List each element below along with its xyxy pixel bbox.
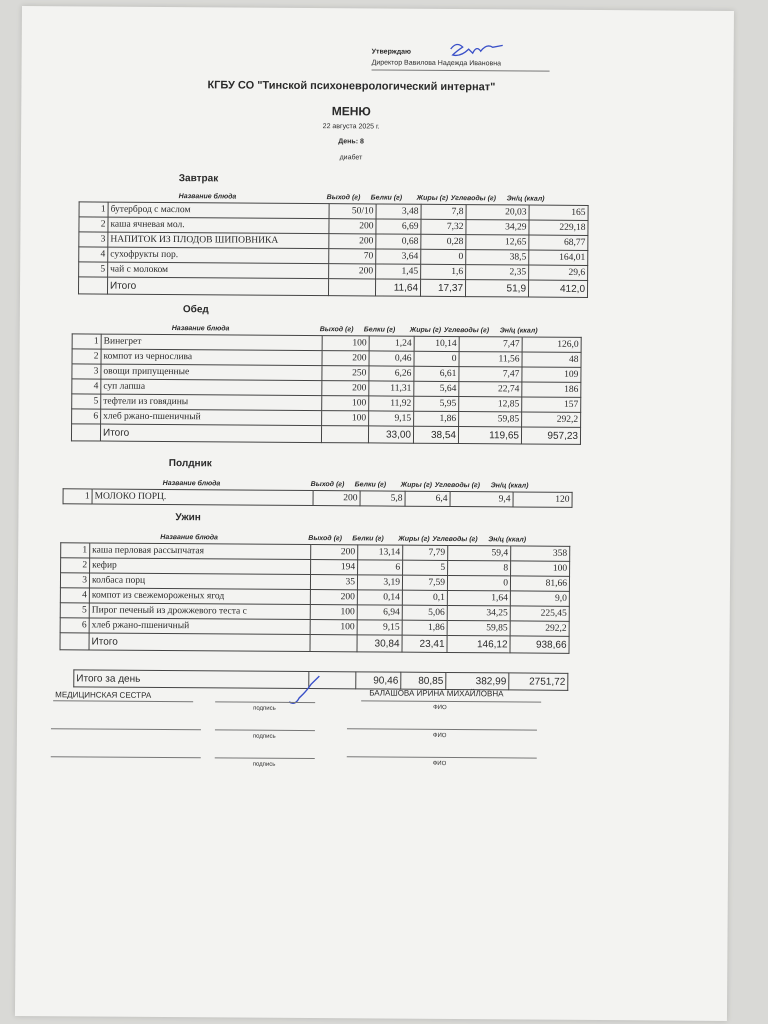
cell-f: 0 [414, 351, 459, 366]
cell-name: сухофрукты пор. [108, 247, 329, 264]
cell-n: 3 [79, 232, 108, 247]
signature-line [53, 700, 193, 702]
cell-c: 59,4 [448, 545, 511, 560]
nurse-title: МЕДИЦИНСКАЯ СЕСТРА [55, 690, 152, 700]
cell-name: компот из чернослива [101, 349, 322, 366]
cell-p: 3,48 [376, 204, 421, 219]
cell-n: 4 [72, 379, 101, 394]
signature-line [51, 756, 201, 758]
cell-e: 186 [522, 382, 581, 397]
cell-c: 0 [447, 575, 510, 590]
cell-blank [321, 426, 368, 443]
org-name: КГБУ СО "Тинской психоневрологический интернат" [207, 79, 496, 94]
cell-p: 9,15 [357, 620, 402, 635]
column-header-energy: Эн/ц (ккал) [488, 536, 527, 544]
cell-p: 11,92 [369, 396, 414, 411]
sign-caption: подпись [252, 733, 276, 740]
cell-p: 0,46 [369, 351, 414, 366]
cell-out: 194 [311, 560, 358, 575]
section-title: Полдник [168, 458, 212, 470]
cell-e: 225,45 [510, 606, 569, 621]
cell-f: 1,86 [402, 620, 447, 635]
signature-line [215, 729, 315, 731]
signature-line [51, 728, 201, 730]
total-p: 33,00 [368, 426, 413, 443]
column-header-name: Название блюда [160, 533, 218, 542]
fio-caption: ФИО [433, 704, 447, 711]
column-header-fat: Жиры (г) [416, 194, 449, 202]
total-p: 11,64 [375, 279, 420, 296]
cell-name: Винегрет [101, 334, 322, 351]
cell-c: 11,56 [459, 352, 522, 367]
cell-e: 292,2 [510, 621, 569, 636]
cell-out: 100 [322, 336, 369, 351]
cell-c: 8 [448, 560, 511, 575]
cell-c: 34,25 [447, 605, 510, 620]
cell-f: 5,95 [414, 396, 459, 411]
column-header-carbs: Углеводы (г) [434, 481, 481, 490]
dish-table [71, 333, 582, 445]
cell-blank [310, 635, 357, 652]
cell-f: 7,59 [402, 575, 447, 590]
signature-line [215, 757, 315, 759]
column-header-name: Название блюда [171, 325, 230, 333]
cell-out: 200 [329, 234, 376, 249]
table-row [63, 489, 572, 508]
section-title: Ужин [175, 512, 201, 524]
cell-name: бутерброд с маслом [108, 202, 329, 219]
cell-p: 3,64 [376, 249, 421, 264]
menu-day: День: 8 [338, 138, 364, 146]
section-title: Обед [182, 304, 209, 316]
cell-name: Пирог печеный из дрожжевого теста с [89, 603, 310, 620]
column-header-name: Название блюда [162, 479, 221, 488]
cell-f: 10,14 [414, 336, 459, 351]
cell-e: 81,66 [510, 576, 569, 591]
approval-director: Директор Вавилова Надежда Ивановна [372, 57, 550, 71]
fio-caption: ФИО [432, 732, 447, 739]
column-header-protein: Белки (г) [370, 194, 403, 202]
cell-blank [328, 279, 375, 296]
column-header-protein: Белки (г) [363, 326, 396, 334]
cell-n: 5 [72, 394, 101, 409]
cell-c: 59,85 [447, 620, 510, 635]
total-c: 51,9 [465, 280, 528, 297]
cell-e: 9,0 [510, 591, 569, 606]
cell-blank [60, 633, 89, 650]
cell-e: 68,77 [529, 235, 588, 250]
cell-out: 200 [329, 219, 376, 234]
cell-out: 35 [310, 575, 357, 590]
cell-e: 100 [511, 561, 570, 576]
cell-out: 200 [329, 264, 376, 279]
column-header-fat: Жиры (г) [398, 535, 430, 543]
dish-table [78, 201, 589, 298]
cell-name: каша ячневая мол. [108, 217, 329, 234]
cell-out: 100 [310, 605, 357, 620]
sign-caption: подпись [252, 761, 276, 768]
cell-name: МОЛОКО ПОРЦ. [92, 489, 313, 506]
cell-e: 229,18 [529, 220, 588, 235]
cell-p: 13,14 [358, 545, 403, 560]
cell-name: овощи припущенные [101, 364, 322, 381]
dish-table [60, 542, 571, 654]
cell-p: 1,45 [376, 264, 421, 279]
cell-c: 2,35 [466, 265, 529, 280]
cell-e: 292,2 [522, 412, 581, 427]
approval-block [372, 46, 550, 71]
cell-n: 3 [72, 364, 101, 379]
cell-out: 70 [329, 249, 376, 264]
cell-c: 20,03 [466, 205, 529, 220]
cell-p: 3,19 [357, 575, 402, 590]
column-header-name: Название блюда [178, 193, 237, 201]
cell-f: 0 [421, 249, 466, 264]
cell-c: 12,65 [466, 235, 529, 250]
cell-f: 5 [403, 560, 448, 575]
cell-name: компот из свежемороженых ягод [89, 588, 310, 605]
cell-name: чай с молоком [108, 262, 329, 279]
cell-p: 6,94 [357, 605, 402, 620]
cell-c: 38,5 [466, 250, 529, 265]
cell-p: 6 [358, 560, 403, 575]
section-title: Завтрак [178, 173, 219, 185]
cell-n: 3 [60, 573, 89, 588]
cell-c: 7,47 [459, 367, 522, 382]
column-header-energy: Эн/ц (ккал) [506, 195, 545, 203]
column-header-energy: Эн/ц (ккал) [490, 482, 529, 490]
cell-p: 6,26 [369, 366, 414, 381]
cell-p: 6,69 [376, 219, 421, 234]
column-header-fat: Жиры (г) [409, 326, 442, 334]
cell-n: 1 [61, 543, 90, 558]
column-header-fat: Жиры (г) [400, 481, 433, 489]
signature-line [361, 700, 541, 702]
cell-n: 1 [72, 334, 101, 349]
column-header-carbs: Углеводы (г) [432, 535, 478, 544]
total-e: 938,66 [510, 636, 569, 653]
total-row [71, 424, 580, 445]
cell-f: 1,86 [414, 411, 459, 426]
cell-out: 100 [310, 620, 357, 635]
sign-caption: подпись [253, 705, 276, 712]
cell-out: 50/10 [329, 204, 376, 219]
cell-out: 200 [310, 590, 357, 605]
column-header-out: Выход (г) [319, 326, 354, 334]
cell-name: каша перловая рассыпчатая [90, 543, 311, 560]
cell-f: 0,28 [421, 234, 466, 249]
total-f: 17,37 [420, 279, 465, 296]
menu-diet: диабет [339, 154, 363, 162]
cell-f: 0,1 [402, 590, 447, 605]
day-total-label: Итого за день [74, 670, 309, 689]
approval-title: Утверждаю [371, 48, 412, 56]
cell-c: 1,64 [447, 590, 510, 605]
dish-table [63, 488, 573, 508]
cell-out: 100 [322, 411, 369, 426]
cell-name: кефир [90, 558, 311, 575]
cell-p: 0,68 [376, 234, 421, 249]
cell-f: 7,32 [421, 219, 466, 234]
total-row [78, 277, 587, 298]
total-c: 146,12 [447, 635, 510, 652]
cell-out: 200 [322, 351, 369, 366]
total-f: 23,41 [402, 635, 447, 652]
cell-c: 12,85 [459, 397, 522, 412]
day-total-fat: 80,85 [401, 672, 446, 689]
total-label: Итого [89, 633, 310, 652]
page-title: МЕНЮ [331, 104, 371, 119]
cell-f: 5,64 [414, 381, 459, 396]
cell-p: 5,8 [360, 491, 405, 506]
cell-c: 22,74 [459, 382, 522, 397]
cell-p: 0,14 [357, 590, 402, 605]
cell-n: 6 [72, 409, 101, 424]
cell-e: 120 [513, 492, 572, 507]
cell-e: 164,01 [529, 250, 588, 265]
cell-name: тефтели из говядины [101, 394, 322, 411]
column-header-out: Выход (г) [326, 194, 361, 202]
cell-e: 165 [529, 205, 588, 220]
cell-f: 7,79 [403, 545, 448, 560]
day-total-protein: 90,46 [356, 672, 401, 689]
column-header-protein: Белки (г) [354, 481, 387, 489]
cell-e: 48 [522, 352, 581, 367]
cell-blank [71, 424, 100, 441]
total-label: Итого [107, 277, 328, 296]
cell-f: 6,61 [414, 366, 459, 381]
fio-caption: ФИО [432, 760, 447, 767]
signature-line [347, 728, 537, 730]
cell-f: 5,06 [402, 605, 447, 620]
total-f: 38,54 [413, 426, 458, 443]
total-p: 30,84 [357, 635, 402, 652]
cell-c: 34,29 [466, 220, 529, 235]
cell-name: НАПИТОК ИЗ ПЛОДОВ ШИПОВНИКА [108, 232, 329, 249]
cell-e: 126,0 [522, 337, 581, 352]
total-e: 957,23 [521, 427, 580, 444]
cell-out: 250 [322, 366, 369, 381]
column-header-out: Выход (г) [308, 535, 343, 543]
total-row [60, 633, 569, 654]
cell-n: 2 [79, 217, 108, 232]
cell-f: 6,4 [405, 491, 450, 506]
column-header-protein: Белки (г) [352, 535, 384, 543]
cell-name: колбаса порц [89, 573, 310, 590]
cell-n: 5 [79, 262, 108, 277]
day-total-carbs: 382,99 [446, 672, 509, 689]
cell-out: 100 [322, 396, 369, 411]
cell-out: 200 [311, 545, 358, 560]
column-header-out: Выход (г) [310, 481, 345, 489]
total-e: 412,0 [528, 280, 587, 297]
cell-n: 2 [61, 558, 90, 573]
cell-n: 4 [60, 588, 89, 603]
total-c: 119,65 [458, 427, 521, 444]
cell-f: 7,8 [421, 204, 466, 219]
cell-n: 4 [79, 247, 108, 262]
cell-c: 7,47 [459, 337, 522, 352]
cell-name: хлеб ржано-пшеничный [89, 618, 310, 635]
cell-e: 157 [522, 397, 581, 412]
cell-n: 1 [63, 489, 92, 504]
cell-n: 5 [60, 603, 89, 618]
signature-line [347, 756, 537, 758]
column-header-carbs: Углеводы (г) [443, 326, 490, 335]
cell-n: 1 [79, 202, 108, 217]
cell-blank [78, 277, 107, 294]
cell-n: 2 [72, 349, 101, 364]
signature-line [215, 701, 315, 703]
signer-name: БАЛАШОВА ИРИНА МИХАЙЛОВНА [369, 688, 504, 699]
cell-name: суп лапша [101, 379, 322, 396]
cell-p: 1,24 [369, 336, 414, 351]
cell-name: хлеб ржано-пшеничный [101, 409, 322, 426]
cell-p: 9,15 [369, 411, 414, 426]
cell-c: 9,4 [450, 492, 513, 507]
column-header-energy: Эн/ц (ккал) [499, 327, 538, 335]
cell-out: 200 [322, 381, 369, 396]
cell-c: 59,85 [459, 412, 522, 427]
column-header-carbs: Углеводы (г) [450, 194, 497, 203]
cell-e: 109 [522, 367, 581, 382]
total-label: Итого [100, 424, 321, 443]
cell-out: 200 [313, 491, 360, 506]
director-signature [447, 39, 507, 61]
cell-p: 11,31 [369, 381, 414, 396]
cell-e: 29,6 [529, 265, 588, 280]
cell-n: 6 [60, 618, 89, 633]
cell-e: 358 [511, 546, 570, 561]
menu-sheet [15, 6, 734, 1021]
cell-f: 1,6 [421, 264, 466, 279]
day-total-energy: 2751,72 [509, 673, 568, 690]
menu-date: 22 августа 2025 г. [322, 123, 380, 131]
